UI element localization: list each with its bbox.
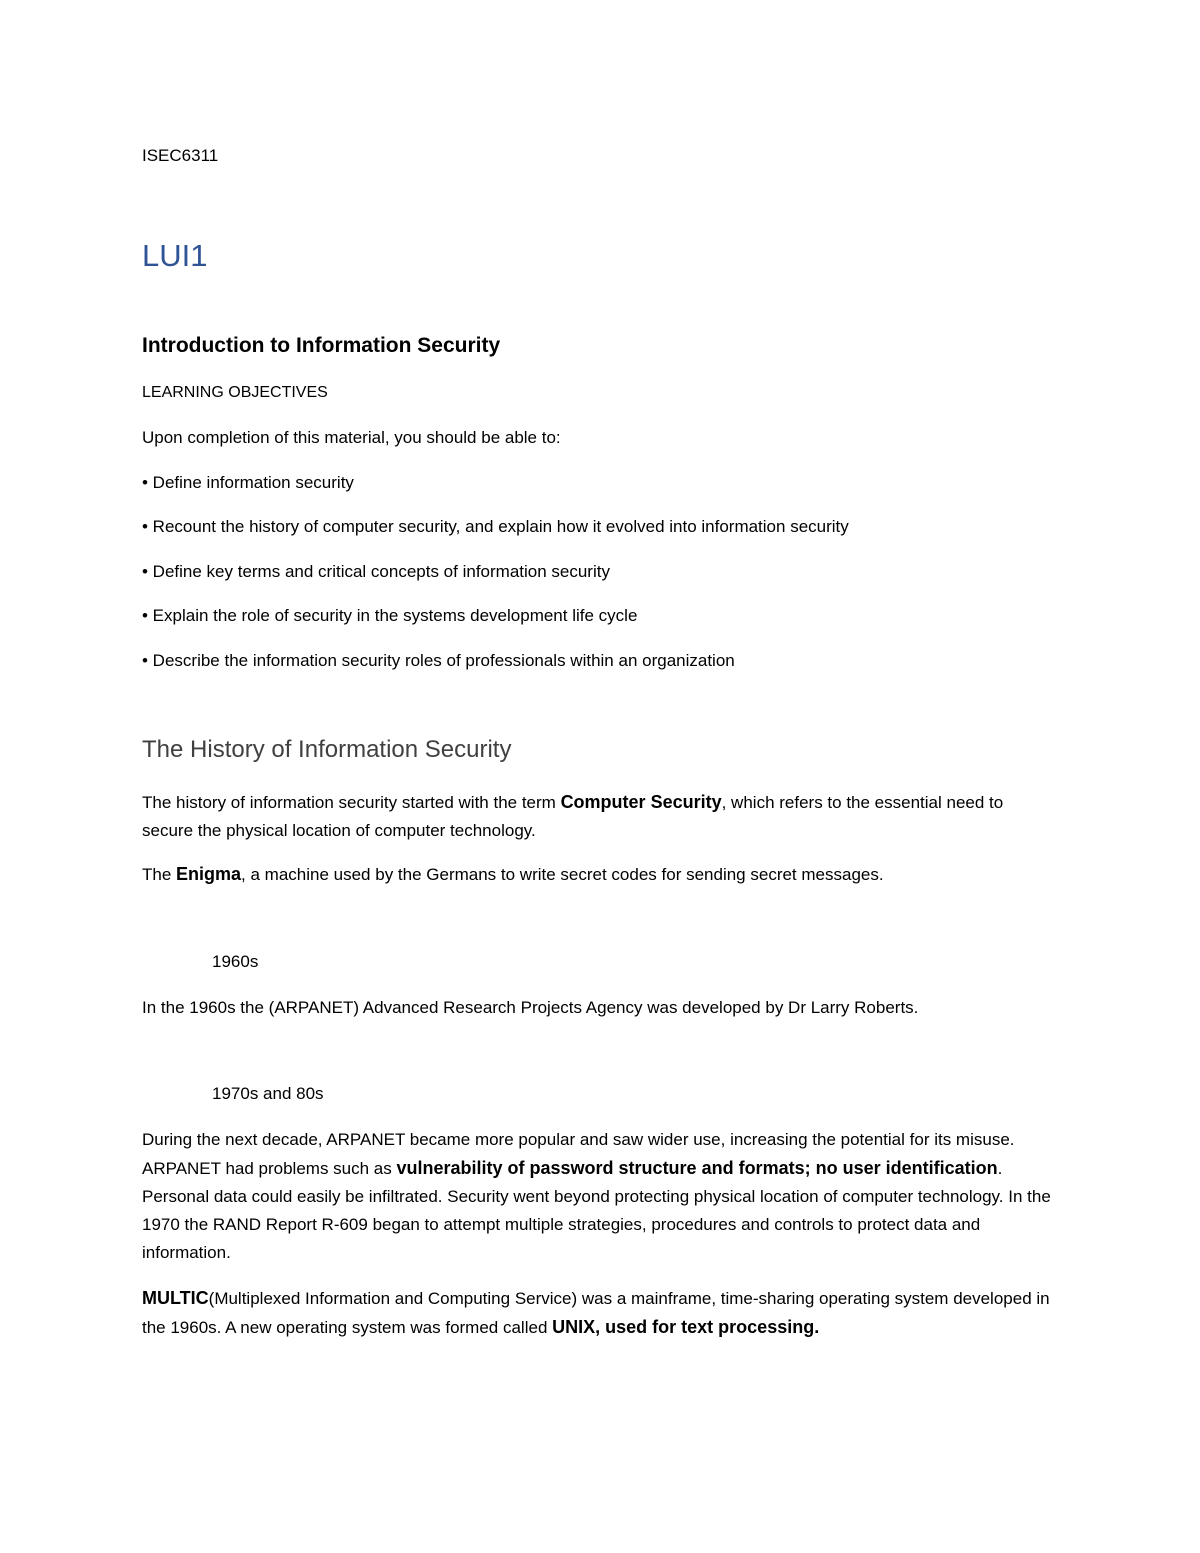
p4-text-end: . Personal data could easily be infiltrated. Security went beyond protecting physical location of computer technology. In the 1970 the RAND Report R-609 began to attempt multiple strategies, procedures and controls to protect data and information.	[142, 1159, 1051, 1262]
list-item: • Recount the history of computer security, and explain how it evolved into information security	[142, 517, 849, 537]
p2-bold: Enigma	[176, 864, 242, 884]
p1-text: The history of information security started with the term	[142, 793, 561, 812]
list-item: • Define key terms and critical concepts of information security	[142, 561, 610, 581]
subheading-1970s-80s: 1970s and 80s	[212, 1084, 324, 1103]
subheading-1960s: 1960s	[212, 952, 259, 971]
section-heading: Introduction to Information Security	[142, 334, 501, 357]
paragraph-arpanet: In the 1960s the (ARPANET) Advanced Research Projects Agency was developed by Dr Larry Roberts.	[142, 998, 919, 1017]
p4-bold: vulnerability of password structure and formats; no user identification	[396, 1158, 998, 1178]
p1-bold: Computer Security	[560, 792, 722, 812]
p5-comma: ,	[595, 1317, 606, 1337]
intro-text: Upon completion of this material, you should be able to:	[142, 428, 561, 447]
p5-bold-unix: UNIX	[552, 1317, 596, 1337]
paragraph-enigma	[142, 860, 1057, 889]
p2-text: The	[142, 865, 177, 884]
list-item: • Explain the role of security in the systems development life cycle	[142, 606, 638, 626]
p1-text-end: , which refers to the essential need to secure the physical location of computer technology.	[142, 793, 1004, 840]
list-item: • Describe the information security roles of professionals within an organization	[142, 650, 735, 670]
paragraph-next-decade	[142, 1126, 1057, 1267]
list-item: • Define information security	[142, 473, 354, 492]
paragraph-multic	[142, 1284, 1057, 1342]
p5-bold-text-processing: used for text processing	[605, 1317, 815, 1337]
p5-end: .	[814, 1317, 820, 1337]
objectives-label: LEARNING OBJECTIVES	[142, 384, 328, 401]
p5-text: (Multiplexed Information and Computing Service) was a mainframe, time-sharing operating system developed in the 1960s. A new operating system was formed called	[142, 1289, 1050, 1337]
unit-title: LUI1	[142, 238, 208, 273]
paragraph-computer-security	[142, 788, 1057, 845]
course-code: ISEC6311	[142, 146, 219, 165]
history-heading: The History of Information Security	[142, 736, 512, 763]
p5-bold-multic: MULTIC	[142, 1288, 209, 1308]
p4-text: During the next decade, ARPANET became more popular and saw wider use, increasing the potential for its misuse. ARPANET had problems such as	[142, 1130, 1015, 1178]
objectives-list	[142, 472, 849, 694]
p2-text-end: , a machine used by the Germans to write secret codes for sending secret messages.	[241, 865, 884, 884]
